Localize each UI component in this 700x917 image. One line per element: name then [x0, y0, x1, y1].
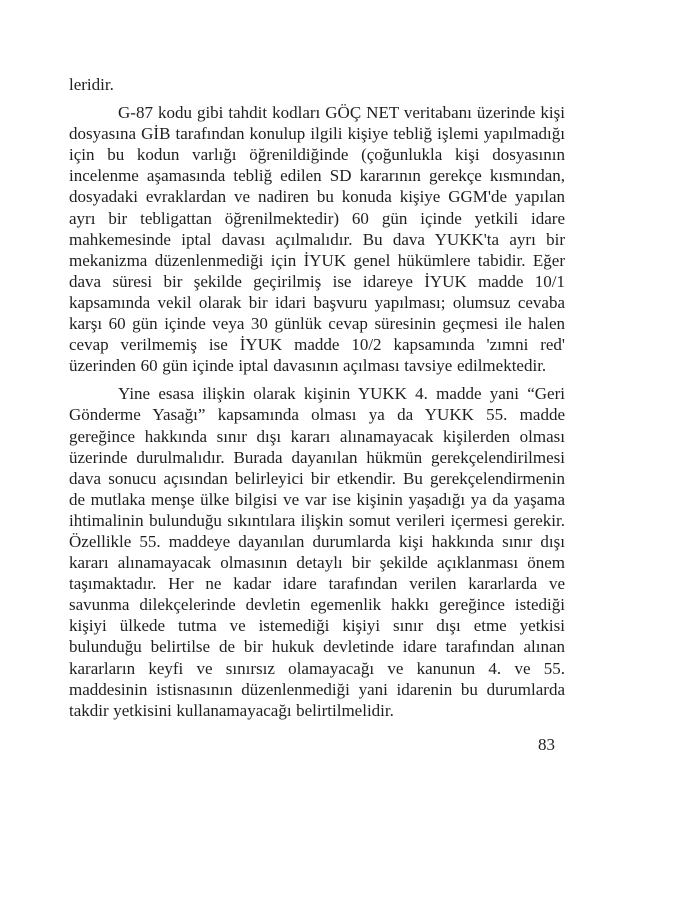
paragraph-yukk-merits: Yine esasa ilişkin olarak kişinin YUKK 4. madde yani “Geri Gönderme Yasağı” kapsamında olması ya da YUKK 55. madde gereğince hakkında sınır dışı kararı alınamayacak kişilerden olması üzerinde durulmalıdır. Burada dayanılan hükmün gerekçelendirilmesi dava sonucu açısından belirleyici bir etkendir. Bu gerekçelendirmenin de mutlaka menşe ülke bilgisi ve var ise kişinin yaşadığı ya da yaşama ihtimalinin bulunduğu sıkıntılara ilişkin somut verileri içermesi gerekir. Özellikle 55. maddeye dayanılan durumlarda kişi hakkında sınır dışı kararı alınamayacak olmasının detaylı bir şekilde açıklanması önem taşımaktadır. Her ne kadar idare tarafından verilen kararlarda ve savunma dilekçelerinde devletin egemenlik hakkı gereğince istediği kişiyi ülkede tutma ve istemediği kişiyi sınır dışı etme yetkisi bulunduğu belirtilse de bir hukuk devletinde idare tarafından alınan kararların keyfi ve sınırsız olamayacağı ve kanunun 4. ve 55. maddesinin istisnasının düzenlenmediği yani idarenin bu durumlarda takdir yetkisini kullanamayacağı belirtilmelidir.: [69, 384, 565, 720]
paragraph-continuation: leridir.: [69, 75, 114, 94]
page-number: 83: [538, 734, 555, 754]
body-text: [69, 74, 565, 721]
paragraph-g87-code: G-87 kodu gibi tahdit kodları GÖÇ NET veritabanı üzerinde kişi dosyasına GİB tarafından konulup ilgili kişiye tebliğ işlemi yapılmadığı için bu kodun varlığı öğrenildiğinde (çoğunlukla kişi dosyasının incelenme aşamasında tebliğ edilen SD kararının gerekçe kısmından, dosyadaki evraklardan ve nadiren bu konuda kişiye GGM'de yapılan ayrı bir tebligattan öğrenilmektedir) 60 gün içinde yetkili idare mahkemesinde iptal davası açılmalıdır. Bu dava YUKK'ta ayrı bir mekanizma düzenlenmediği için İYUK genel hükümlere tabidir. Eğer dava süresi bir şekilde geçirilmiş ise idareye İYUK madde 10/1 kapsamında vekil olarak bir idari başvuru yapılması; olumsuz cevaba karşı 60 gün içinde veya 30 günlük cevap süresinin geçmesi ile halen cevap verilmemiş ise İYUK madde 10/2 kapsamında 'zımni red' üzerinden 60 gün içinde iptal davasının açılması tavsiye edilmektedir.: [69, 103, 565, 376]
